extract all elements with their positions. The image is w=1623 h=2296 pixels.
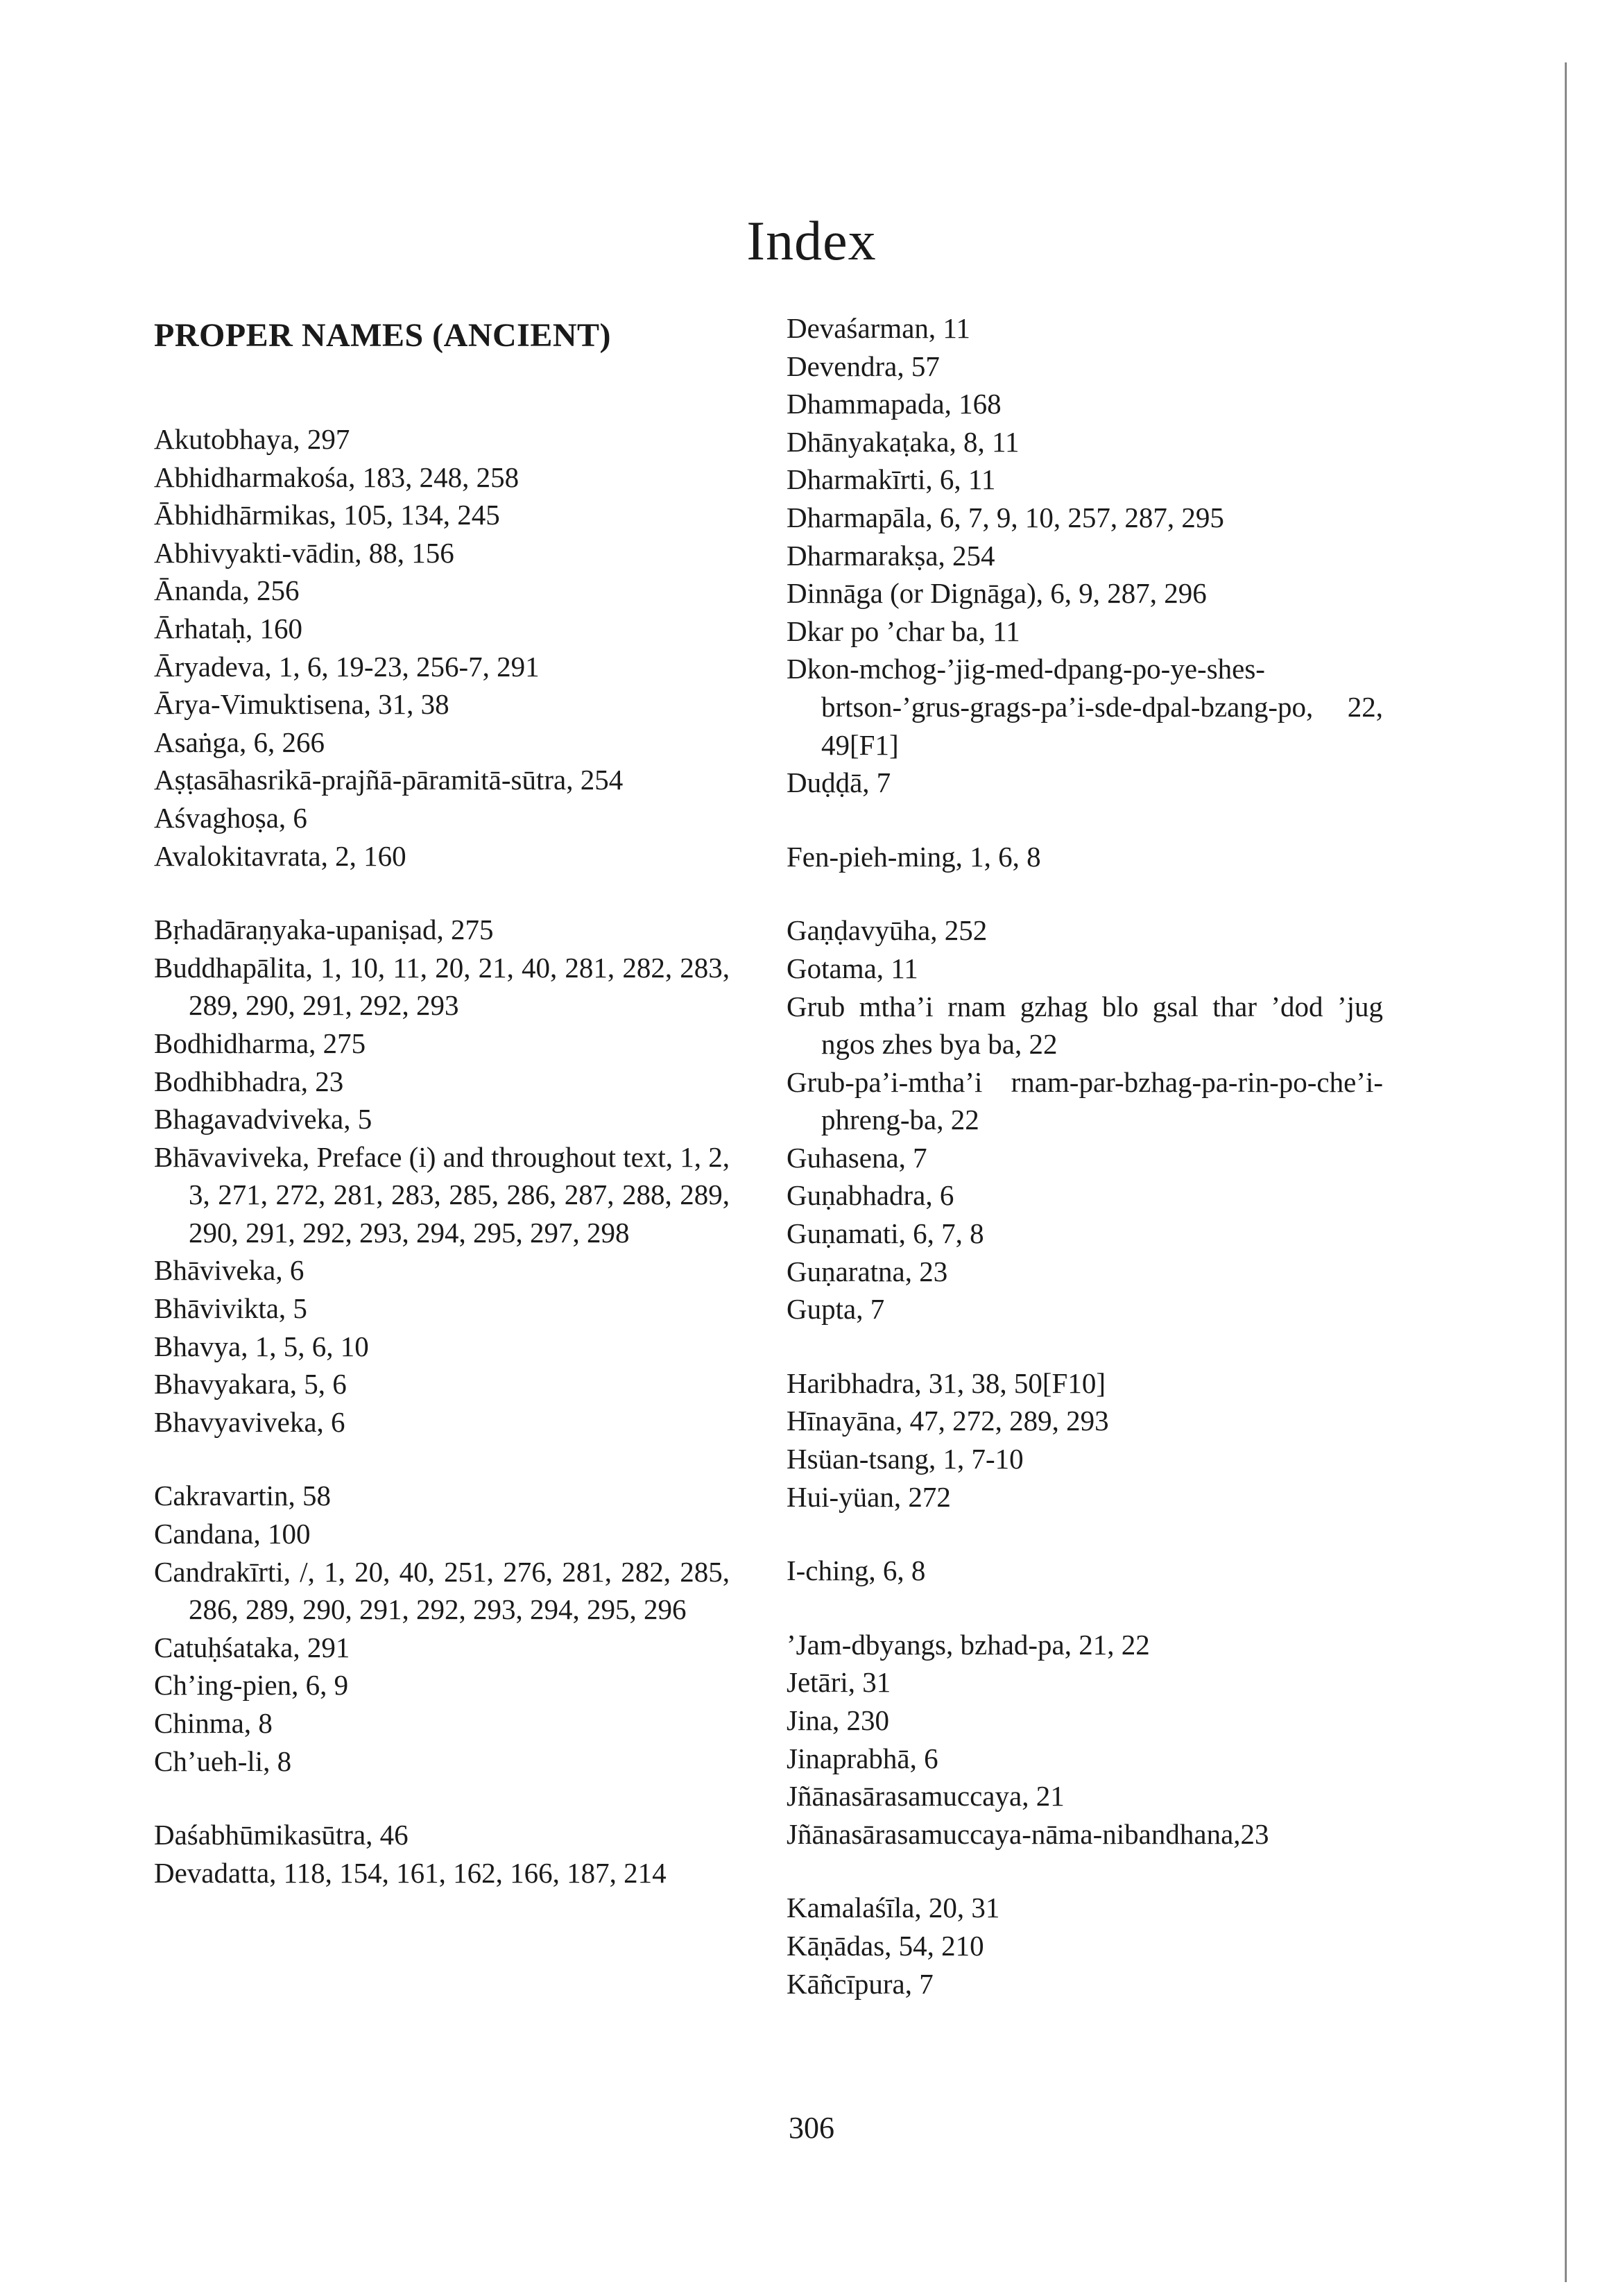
index-entry: Ch’ueh-li, 8 <box>154 1745 292 1777</box>
index-entry: Daśabhūmikasūtra, 46 <box>154 1819 409 1851</box>
index-entry: Hīnayāna, 47, 272, 289, 293 <box>787 1405 1109 1437</box>
index-entry: Fen-pieh-ming, 1, 6, 8 <box>787 840 1041 873</box>
index-entry: Bhāvivikta, 5 <box>154 1292 307 1325</box>
index-group <box>154 911 730 1441</box>
index-entry: Catuḥśataka, 291 <box>154 1631 350 1663</box>
index-entry: Duḍḍā, 7 <box>787 766 891 799</box>
index-entry: Cakravartin, 58 <box>154 1480 332 1512</box>
index-group <box>787 838 1383 876</box>
index-entry: Dkar po ’char ba, 11 <box>787 615 1020 647</box>
index-entry: Dinnāga (or Dignāga), 6, 9, 287, 296 <box>787 577 1207 610</box>
right-entry-groups <box>787 309 1383 2003</box>
index-entry: Ārya-Vimuktisena, 31, 38 <box>154 688 449 721</box>
index-entry: Guṇabhadra, 6 <box>787 1179 954 1212</box>
index-group <box>787 1889 1383 2003</box>
index-entry: Dhānyakaṭaka, 8, 11 <box>787 425 1020 458</box>
index-entry: Bhagavadviveka, 5 <box>154 1103 372 1136</box>
index-entry: Jñānasārasamuccaya, 21 <box>787 1780 1065 1813</box>
index-group <box>787 1626 1383 1853</box>
index-entry: Abhivyakti-vādin, 88, 156 <box>154 536 454 569</box>
index-entry: Akutobhaya, 297 <box>154 423 350 455</box>
index-entry: Bṛhadāraṇyaka-upaniṣad, 275 <box>154 914 494 946</box>
index-entry: Gupta, 7 <box>787 1293 885 1326</box>
index-entry: Candrakīrti, /, 1, 20, 40, 251, 276, 281, 282, 285, 286, 289, 290, 291, 292, 293, 294, 295, 296 <box>154 1555 730 1626</box>
index-entry: Kāṇādas, 54, 210 <box>787 1929 984 1962</box>
index-entry: Asaṅga, 6, 266 <box>154 726 325 758</box>
page-edge-rule <box>1565 62 1567 2282</box>
index-column-right <box>787 309 1383 2039</box>
index-group <box>154 1477 730 1780</box>
index-entry: ’Jam-dbyangs, bzhad-pa, 21, 22 <box>787 1628 1150 1661</box>
index-entry: Bhavya, 1, 5, 6, 10 <box>154 1330 369 1362</box>
index-entry: Kamalaśīla, 20, 31 <box>787 1892 1000 1924</box>
index-entry: Bhavyakara, 5, 6 <box>154 1368 347 1400</box>
index-group <box>154 420 730 875</box>
index-entry: Haribhadra, 31, 38, 50[F10] <box>787 1367 1106 1399</box>
section-title: PROPER NAMES (ANCIENT) <box>154 317 611 354</box>
index-group <box>154 1816 730 1892</box>
index-entry: Gotama, 11 <box>787 952 918 984</box>
index-entry: Jñānasārasamuccaya-nāma-nibandhana,23 <box>787 1817 1269 1850</box>
index-entry: Ānanda, 256 <box>154 574 300 607</box>
index-entry: Ch’ing-pien, 6, 9 <box>154 1669 349 1702</box>
index-group <box>787 911 1383 1328</box>
index-entry: Hsüan-tsang, 1, 7-10 <box>787 1443 1024 1475</box>
index-entry: Devendra, 57 <box>787 350 940 382</box>
index-entry: Gaṇḍavyūha, 252 <box>787 914 988 947</box>
index-entry: Guṇamati, 6, 7, 8 <box>787 1217 984 1250</box>
index-entry: Candana, 100 <box>154 1518 311 1550</box>
index-entry: Aśvaghoṣa, 6 <box>154 801 307 834</box>
index-entry: Buddhapālita, 1, 10, 11, 20, 21, 40, 281, 282, 283, 289, 290, 291, 292, 293 <box>154 951 730 1022</box>
index-entry: Guhasena, 7 <box>787 1141 927 1174</box>
index-entry: Dharmakīrti, 6, 11 <box>787 463 996 496</box>
page-number: 306 <box>789 2111 834 2145</box>
index-entry: Grub mtha’i rnam gzhag blo gsal thar ’dod ’jug ngos zhes bya ba, 22 <box>787 990 1383 1061</box>
index-entry: Āryadeva, 1, 6, 19-23, 256-7, 291 <box>154 650 540 683</box>
index-entry: Abhidharmakośa, 183, 248, 258 <box>154 461 519 493</box>
index-entry: Bhāvaviveka, Preface (i) and throughout text, 1, 2, 3, 271, 272, 281, 283, 285, 286, 287, 288, 289, 290, 291, 292, 293, 294, 295, 297, 298 <box>154 1140 730 1249</box>
index-entry: Jetāri, 31 <box>787 1666 891 1699</box>
index-entry: Aṣṭasāhasrikā-prajñā-pāramitā-sūtra, 254 <box>154 764 624 796</box>
index-entry: Devaśarman, 11 <box>787 312 970 344</box>
page-title: Index <box>746 211 877 272</box>
index-entry: Grub-pa’i-mtha’i rnam-par-bzhag-pa-rin-po-che’i-phreng-ba, 22 <box>787 1065 1383 1136</box>
index-entry: Dharmapāla, 6, 7, 9, 10, 257, 287, 295 <box>787 501 1224 533</box>
index-entry: Bhavyaviveka, 6 <box>154 1405 345 1438</box>
index-entry: Ābhidhārmikas, 105, 134, 245 <box>154 499 500 531</box>
left-entry-groups <box>154 420 730 1892</box>
index-entry: Bodhibhadra, 23 <box>154 1065 344 1097</box>
index-entry: Dharmarakṣa, 254 <box>787 539 995 572</box>
index-entry: Dkon-mchog-’jig-med-dpang-po-ye-shes-brtson-’grus-grags-pa’i-sde-dpal-bzang-po, 22, 49[F1] <box>787 653 1383 761</box>
index-group <box>787 1552 1383 1590</box>
index-group <box>787 1364 1383 1516</box>
index-entry: Ārhataḥ, 160 <box>154 612 303 644</box>
index-column-left <box>154 309 730 1928</box>
index-entry: Dhammapada, 168 <box>787 388 1002 420</box>
index-group <box>787 309 1383 802</box>
index-entry: Bhāviveka, 6 <box>154 1254 304 1287</box>
index-entry: Devadatta, 118, 154, 161, 162, 166, 187, 214 <box>154 1856 667 1889</box>
index-entry: Avalokitavrata, 2, 160 <box>154 839 406 872</box>
index-entry: Jinaprabhā, 6 <box>787 1742 938 1774</box>
index-entry: I-ching, 6, 8 <box>787 1554 926 1587</box>
index-entry: Guṇaratna, 23 <box>787 1255 948 1287</box>
index-entry: Hui-yüan, 272 <box>787 1480 951 1513</box>
index-entry: Jina, 230 <box>787 1704 890 1736</box>
index-entry: Kāñcīpura, 7 <box>787 1967 934 2000</box>
index-entry: Bodhidharma, 275 <box>154 1027 366 1059</box>
index-entry: Chinma, 8 <box>154 1707 273 1739</box>
